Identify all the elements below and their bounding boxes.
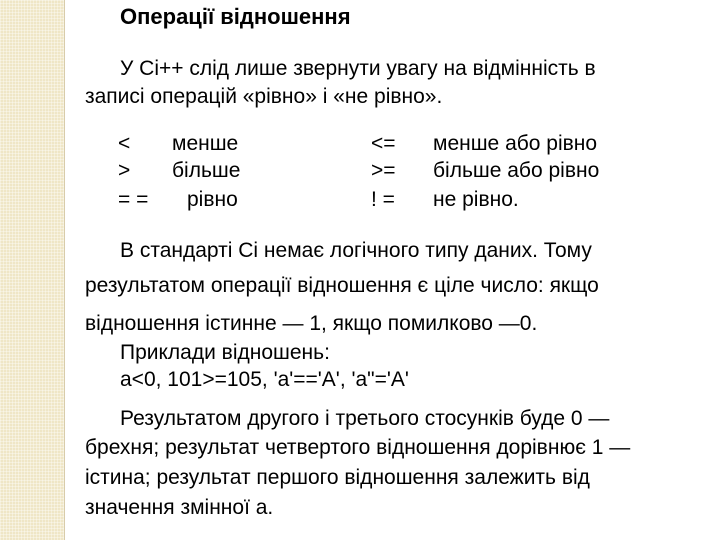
paragraph2-line-2: результатом операції відношення є ціле число: якщо bbox=[85, 274, 599, 297]
paragraph3-line-1: Результатом другого і третього стосунків буде 0 — bbox=[120, 407, 610, 430]
operator-name-not-equal: не рівно. bbox=[433, 188, 519, 211]
operator-symbol-less: < bbox=[118, 132, 131, 155]
operator-symbol-not-equal: ! = bbox=[371, 188, 395, 211]
page-title: Операції відношення bbox=[120, 4, 351, 29]
intro-line-2: записі операцій «рівно» і «не рівно». bbox=[85, 85, 443, 108]
operator-symbol-greater: > bbox=[118, 159, 131, 182]
operator-name-less: менше bbox=[172, 132, 239, 155]
operator-symbol-less-equal: <= bbox=[371, 132, 396, 155]
operator-name-equal: рівно bbox=[187, 188, 238, 211]
paragraph3-line-3: істина; результат першого відношення залежить від bbox=[85, 466, 590, 489]
operator-name-less-equal: менше або рівно bbox=[433, 132, 598, 155]
decorative-side-strip bbox=[0, 0, 65, 540]
operator-symbol-equal: = = bbox=[118, 188, 149, 211]
operator-symbol-greater-equal: >= bbox=[371, 159, 396, 182]
paragraph3-line-2: брехня; результат четвертого відношення дорівнює 1 — bbox=[85, 436, 631, 459]
operator-name-greater: більше bbox=[172, 159, 241, 182]
intro-line-1: У Сі++ слід лише звернути увагу на відмінність в bbox=[120, 57, 596, 80]
paragraph2-line-1: В стандарті Сі немає логічного типу даних. Тому bbox=[120, 239, 592, 262]
paragraph3-line-4: значення змінної а. bbox=[85, 496, 274, 519]
operator-name-greater-equal: більше або рівно bbox=[433, 159, 600, 182]
paragraph2-line-3: відношення істинне — 1, якщо помилково —0. bbox=[85, 312, 538, 335]
examples-line: а<0, 101>=105, 'а'=='А', 'а"='А' bbox=[120, 368, 409, 391]
paragraph2-line-4: Приклади відношень: bbox=[120, 341, 330, 364]
